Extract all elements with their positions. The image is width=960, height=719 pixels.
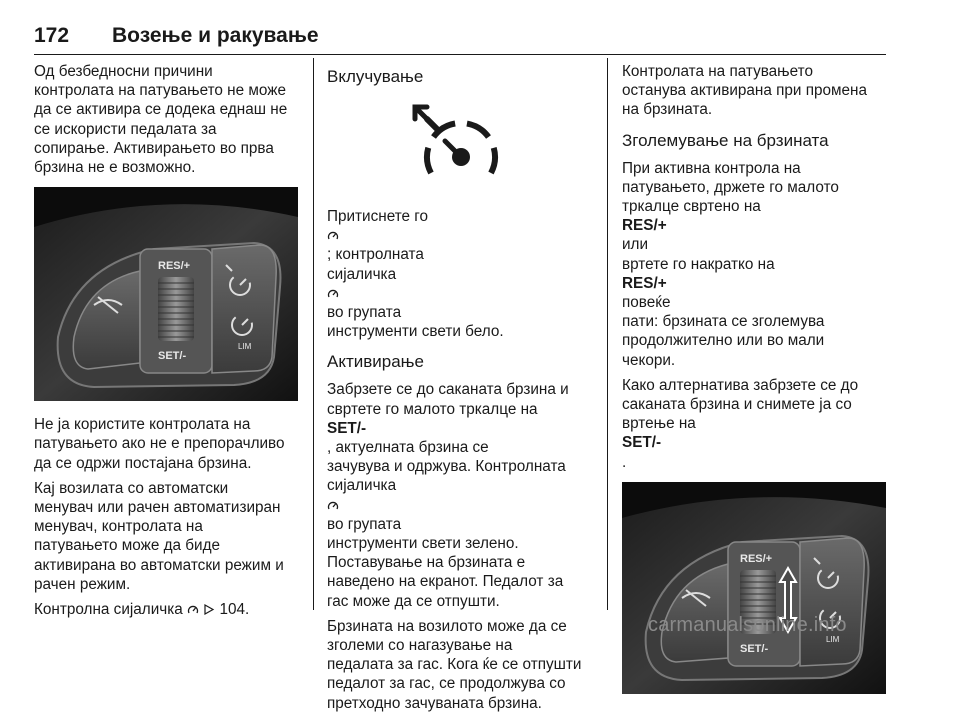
cruise-control-icon <box>327 500 339 511</box>
watermark: carmanualsonline.info <box>648 614 847 636</box>
switch-on-instructions: Притиснете го ; контролната сијаличка во групата инструменти свети бело. <box>327 208 504 341</box>
column-3 <box>622 62 887 694</box>
column-divider-2 <box>607 58 608 610</box>
steering-wheel-controls-image <box>34 187 298 401</box>
cruise-control-icon <box>327 288 339 299</box>
control-indicator-reference: Контролна сијаличка 104. <box>34 601 250 619</box>
res-label: RES/+ <box>158 260 191 273</box>
automatic-transmission-note: Кај возилата со автоматски менувач или рачен автоматизиран менувач, контролата на патувањето може да биде активирана во автоматски режим и рачен режим. <box>34 479 284 593</box>
section-title-increase-speed: Зголемување на брзината <box>622 130 829 150</box>
set-label: SET/- <box>740 642 769 655</box>
section-title-activation: Активирање <box>327 352 424 372</box>
accelerator-note: Брзината на возилото може да се зголеми со нагазување на педалата за гас. Кога ќе се отпушти педалот за гас, се продолжува со претходно зачуваната брзина. <box>327 617 582 712</box>
activation-instructions: Забрзете се до саканата брзина и свртете го малото тркалце на SET/- , актуелната брзина се зачувува и одржува. Контролната сијаличка во групата инструменти свети зелено. Поставувањe на брзината е наведено на екранот. Педалот за гас може да се отпушти. <box>327 381 569 610</box>
column-2 <box>327 62 593 719</box>
column-1 <box>34 62 299 625</box>
chapter-title: Возење и ракување <box>112 24 319 47</box>
cruise-control-icon <box>327 230 339 241</box>
res-label: RES/+ <box>740 552 773 565</box>
lim-label: LIM <box>826 634 840 644</box>
increase-speed-instructions: При активна контрола на патувањето, држете го малото тркалце свртено на RES/+ или вртете го накратко на RES/+ повеќе пати: брзината се зголемува продолжително или во мали чекори. <box>622 159 839 369</box>
alternative-instructions: Како алтернатива забрзете се до саканата брзина и снимете ја со вртење на SET/- . <box>622 376 859 471</box>
column-divider-1 <box>313 58 314 610</box>
safety-paragraph: Од безбедносни причини контролата на патувањето не може да се активира се додека еднаш не се искористи педалата за сопирање. Активирањето во прва брзина не е возможно. <box>34 63 288 177</box>
lim-label: LIM <box>238 342 252 352</box>
no-cruise-recommendation: Не ја користите контролата на патувањето ако не е препорачливо да се одржи постајана брзина. <box>34 416 285 472</box>
header-rule <box>34 54 886 55</box>
cruise-control-icon <box>187 604 199 615</box>
gear-change-note: Контролата на патувањето останува активирана при промена на брзината. <box>622 63 867 119</box>
thumbwheel-resume-image <box>622 482 886 694</box>
page-number: 172 <box>34 24 70 47</box>
cruise-control-illustration <box>327 95 593 195</box>
reference-arrow-icon <box>203 604 215 615</box>
section-title-switch-on: Вклучување <box>327 67 424 86</box>
set-label: SET/- <box>158 350 187 363</box>
